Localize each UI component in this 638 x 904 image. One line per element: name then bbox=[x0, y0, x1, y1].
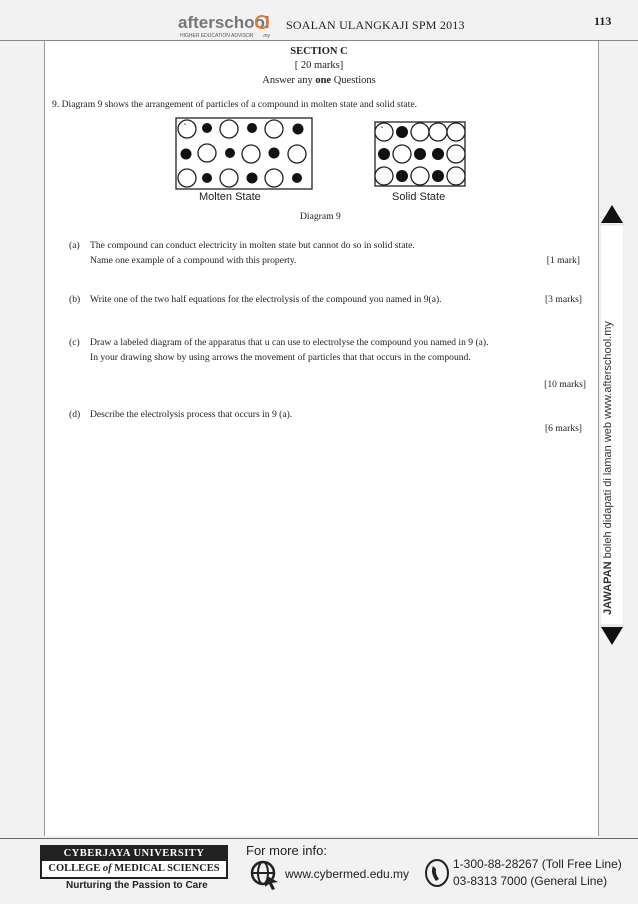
header-rule bbox=[0, 40, 638, 41]
tagline: Nurturing the Passion to Care bbox=[66, 880, 208, 891]
section-title: SECTION C bbox=[290, 46, 348, 57]
part-d-marks: [6 marks] bbox=[544, 423, 582, 434]
cuc-line-2 bbox=[42, 861, 226, 877]
for-more-info: For more info: bbox=[246, 843, 327, 858]
cuc-line-2a: COLLEGE bbox=[48, 863, 103, 874]
phone-toll-free: 1-300-88-28267 (Toll Free Line) bbox=[453, 857, 622, 871]
section-marks: [ 20 marks] bbox=[294, 60, 344, 71]
page-number: 113 bbox=[594, 14, 612, 28]
part-b-marks: [3 marks] bbox=[544, 294, 582, 305]
part-a-label: (a) bbox=[69, 240, 80, 251]
logo-sub: HIGHER EDUCATION ADVISOR bbox=[180, 33, 254, 39]
sidebar-bold: JAWAPAN bbox=[602, 561, 614, 615]
part-c-line-2: In your drawing show by using arrows the movement of particles that that occurs in the compound. bbox=[90, 352, 471, 363]
paper-title: SOALAN ULANGKAJI SPM 2013 bbox=[286, 18, 465, 32]
diagram-9 bbox=[170, 116, 470, 192]
part-c-marks: [10 marks] bbox=[544, 379, 586, 390]
cuc-line-2b: MEDICAL SCIENCES bbox=[111, 863, 220, 874]
section-instruction bbox=[0, 75, 638, 86]
molten-state-label: Molten State bbox=[199, 191, 261, 203]
cuc-line-2-of: of bbox=[102, 863, 112, 874]
afterschool-logo bbox=[176, 10, 276, 45]
part-a-line-1: The compound can conduct electricity in molten state but cannot do so in solid state. bbox=[90, 240, 415, 251]
part-a-line-2: Name one example of a compound with this property. bbox=[90, 255, 297, 266]
phone-general: 03-8313 7000 (General Line) bbox=[453, 874, 608, 888]
instruction-bold: one bbox=[315, 75, 332, 86]
logo-text: afterschool bbox=[178, 13, 270, 32]
part-c-line-1: Draw a labeled diagram of the apparatus that u can use to electrolyse the compound you named in 9 (a). bbox=[90, 337, 489, 348]
part-d-line-1: Describe the electrolysis process that occurs in 9 (a). bbox=[90, 409, 293, 420]
part-d-label: (d) bbox=[69, 409, 81, 420]
afterschool-logo-graphic bbox=[176, 10, 276, 40]
instruction-pre: Answer any bbox=[262, 75, 316, 86]
solid-state-label: Solid State bbox=[392, 191, 446, 203]
down-arrow-icon bbox=[601, 627, 623, 645]
instruction-post: Questions bbox=[331, 75, 376, 86]
solid-state-diagram bbox=[375, 122, 465, 186]
globe-icon bbox=[250, 860, 280, 890]
part-b-label: (b) bbox=[69, 294, 81, 305]
part-b-line-1: Write one of the two half equations for the electrolysis of the compound you named in 9(a). bbox=[90, 294, 442, 305]
logo-suffix: .my bbox=[262, 33, 271, 39]
part-a-marks: [1 mark] bbox=[546, 255, 580, 266]
diagram-caption: Diagram 9 bbox=[300, 211, 341, 222]
molten-state-diagram bbox=[176, 118, 312, 189]
cuc-logo bbox=[40, 845, 228, 879]
answer-sidebar bbox=[600, 205, 624, 645]
phone-icon bbox=[424, 858, 450, 888]
question-stem: 9. Diagram 9 shows the arrangement of particles of a compound in molten state and solid state. bbox=[52, 99, 417, 110]
sidebar-text bbox=[602, 215, 614, 615]
part-c-label: (c) bbox=[69, 337, 80, 348]
svg-text:": " bbox=[184, 124, 187, 130]
website-link[interactable]: www.cybermed.edu.my bbox=[285, 867, 410, 881]
sidebar-rest: boleh didapati di laman web www.afterschool.my bbox=[602, 321, 614, 562]
cuc-line-1: CYBERJAYA UNIVERSITY bbox=[42, 847, 226, 861]
svg-text:": " bbox=[381, 127, 384, 133]
